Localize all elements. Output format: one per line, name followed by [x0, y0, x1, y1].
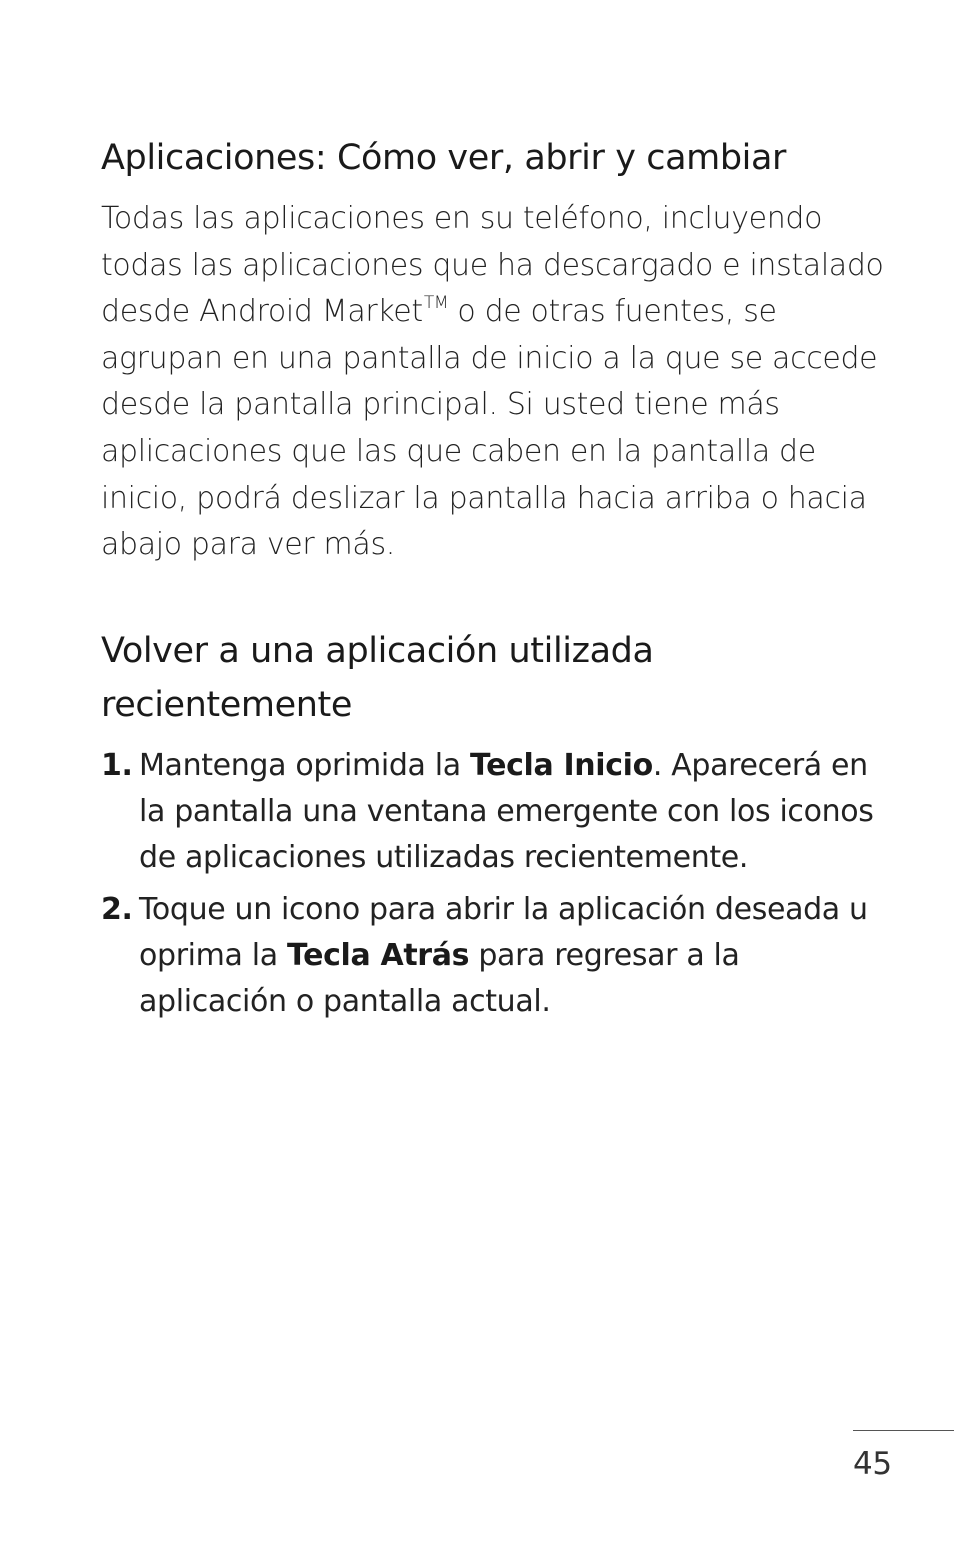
- section-heading-recent-apps: Volver a una aplicación utilizada recientemente: [101, 631, 654, 725]
- step-number: 2.: [101, 892, 133, 927]
- step-item: [101, 887, 891, 1025]
- step-text: Toque un icono para abrir la aplicación deseada u oprima la: [139, 892, 868, 973]
- section-heading-applications: Aplicaciones: Cómo ver, abrir y cambiar: [101, 138, 787, 178]
- key-name-back: Tecla Atrás: [286, 938, 470, 973]
- step-text: Mantenga oprimida la: [139, 748, 470, 783]
- key-name-home: Tecla Inicio: [469, 748, 653, 783]
- body-text-continued: o de otras fuentes, se agrupan en una pantalla de inicio a la que se accede desde la pantalla principal. Si usted tiene más aplicaciones que las que caben en la pantalla de inicio, podrá deslizar la pantalla hacia arriba o hacia abajo para ver más.: [101, 294, 878, 563]
- step-item: [101, 743, 891, 881]
- section-body-applications: [101, 196, 891, 569]
- trademark-symbol: TM: [423, 293, 449, 314]
- step-text-continued: para regresar a la aplicación o pantalla actual.: [139, 938, 740, 1019]
- page-number: 45: [853, 1446, 892, 1482]
- step-list: [101, 743, 891, 1031]
- body-text: Todas las aplicaciones en su teléfono, incluyendo todas las aplicaciones que ha descargado e instalado desde Android Market: [101, 201, 884, 330]
- step-number: 1.: [101, 748, 133, 783]
- footer-divider: [853, 1430, 954, 1431]
- step-text-continued: . Aparecerá en la pantalla una ventana emergente con los iconos de aplicaciones utilizadas recientemente.: [139, 748, 874, 875]
